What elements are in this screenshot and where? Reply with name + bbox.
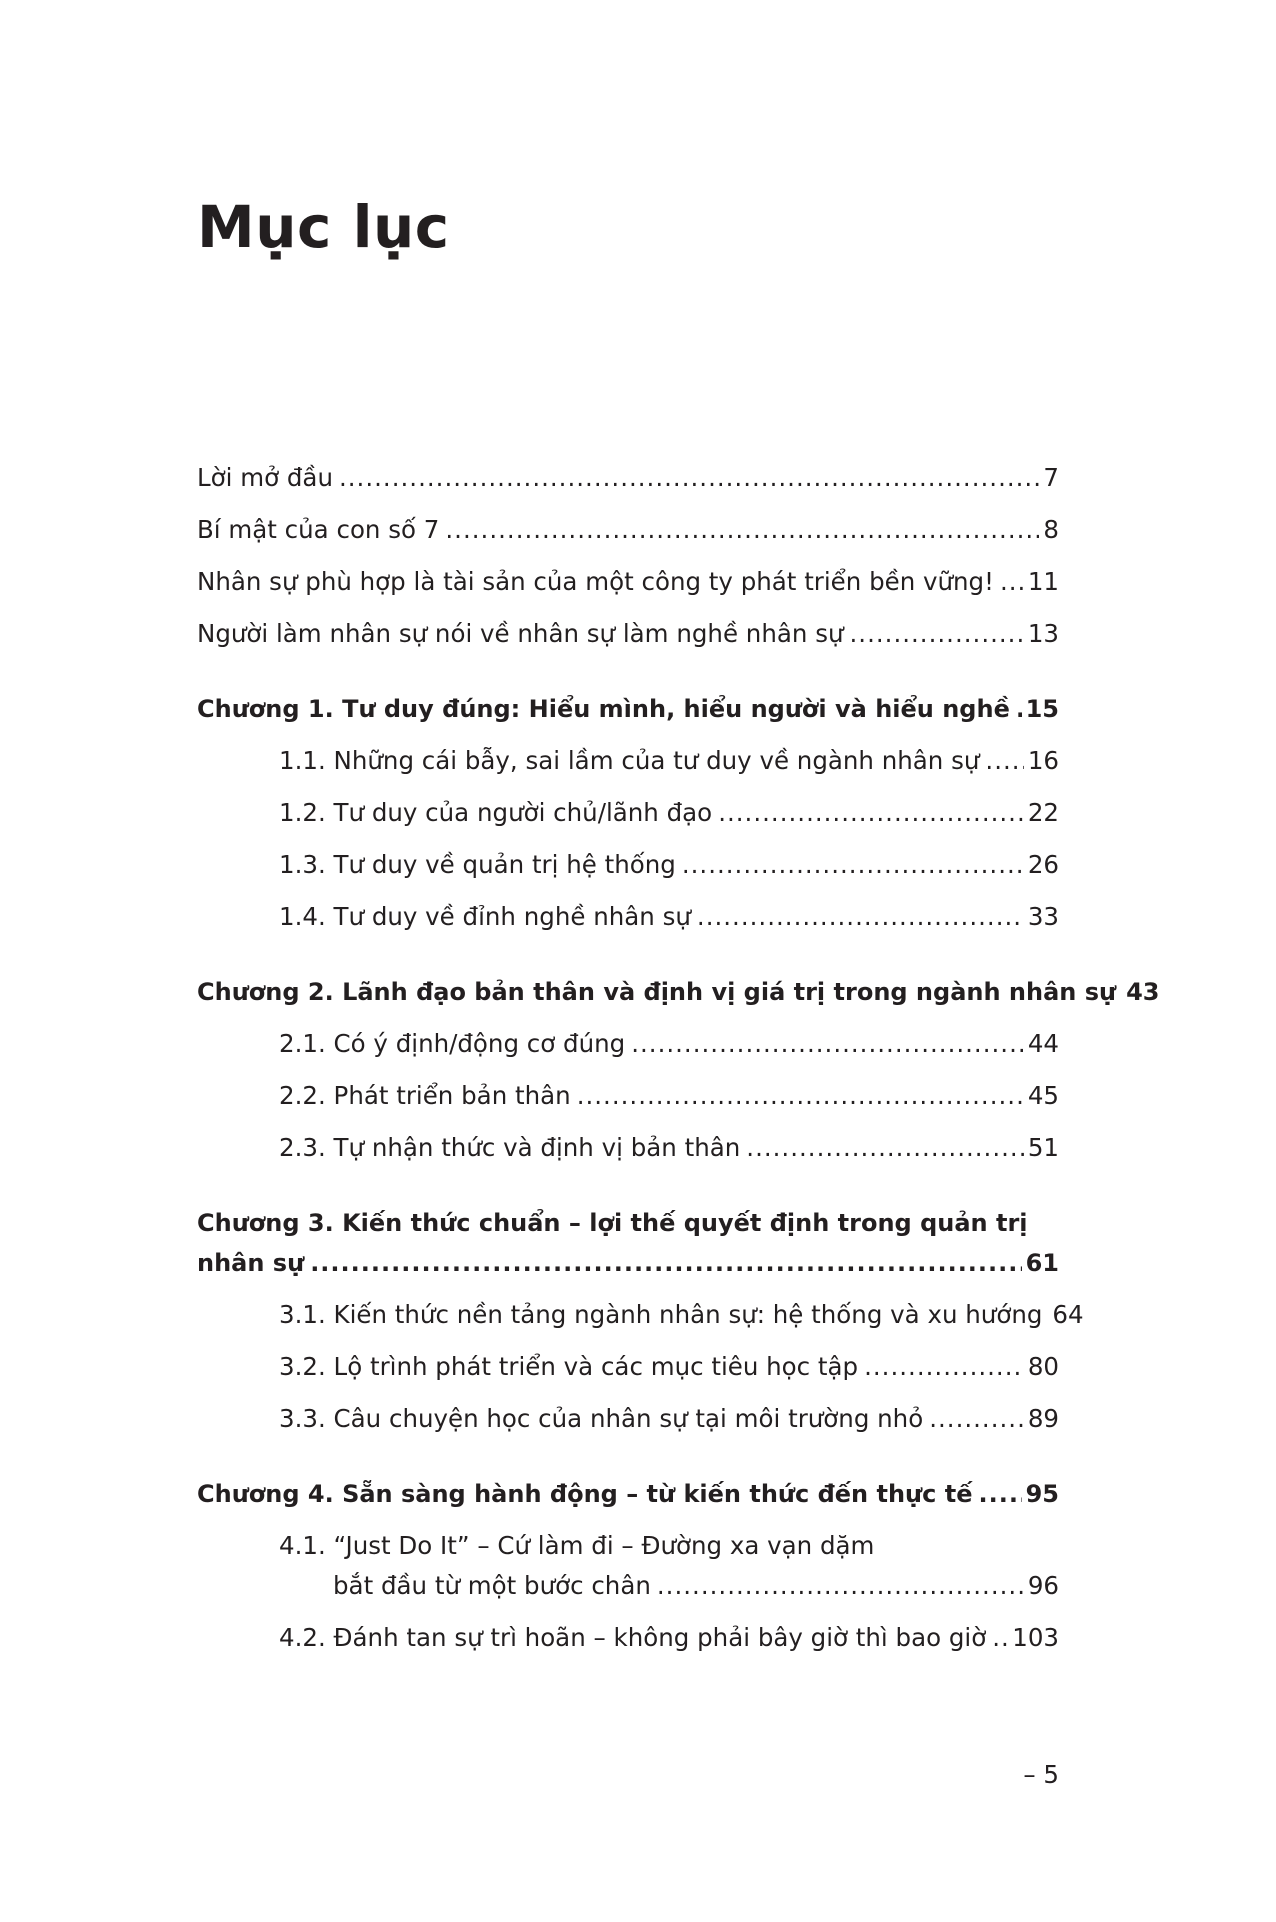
toc-section[interactable] (197, 839, 1059, 891)
toc-section-label: 3.2. Lộ trình phát triển và các mục tiêu học tập (279, 1352, 859, 1381)
dot-leader (339, 452, 1039, 504)
toc-section[interactable] (197, 1122, 1059, 1174)
toc-section[interactable] (197, 1018, 1059, 1070)
dot-leader (850, 608, 1024, 660)
toc-page-number: 64 (1052, 1300, 1084, 1329)
toc-chapter-label: Chương 1. Tư duy đúng: Hiểu mình, hiểu người và hiểu nghề (197, 695, 1010, 723)
toc-entry-front-matter[interactable] (197, 556, 1059, 608)
toc-section-continuation (197, 1560, 1059, 1612)
toc-section[interactable] (197, 1341, 1059, 1393)
toc-entry-label: Lời mở đầu (197, 463, 333, 492)
dot-leader (682, 839, 1024, 891)
toc-chapter-3[interactable] (197, 1197, 1059, 1289)
toc-page-number: 26 (1027, 850, 1059, 879)
toc-page-number: 7 (1043, 463, 1059, 492)
toc-section-label: 1.3. Tư duy về quản trị hệ thống (279, 850, 676, 879)
dot-leader (985, 735, 1023, 787)
table-of-contents (197, 452, 1160, 1664)
toc-section-label: 1.2. Tư duy của người chủ/lãnh đạo (279, 798, 713, 827)
dot-leader (992, 1612, 1008, 1664)
toc-page-number: 16 (1027, 746, 1059, 775)
toc-page-number: 15 (1025, 695, 1059, 723)
toc-section[interactable] (197, 735, 1059, 787)
dot-leader (310, 1237, 1021, 1289)
dot-leader (577, 1070, 1024, 1122)
toc-page-number: 61 (1025, 1249, 1059, 1277)
toc-section-label: 2.3. Tự nhận thức và định vị bản thân (279, 1133, 741, 1162)
toc-page-number: 11 (1027, 567, 1059, 596)
toc-section[interactable] (197, 891, 1059, 943)
toc-section-label: 3.1. Kiến thức nền tảng ngành nhân sự: hệ thống và xu hướng (279, 1300, 1043, 1329)
dot-leader (1000, 556, 1024, 608)
page-title: Mục lục (197, 193, 450, 261)
toc-chapter-label: Chương 2. Lãnh đạo bản thân và định vị giá trị trong ngành nhân sự (197, 978, 1117, 1006)
toc-page-number: 33 (1027, 902, 1059, 931)
toc-section-label-continued: bắt đầu từ một bước chân (333, 1571, 651, 1600)
toc-section-label: 1.1. Những cái bẫy, sai lầm của tư duy về ngành nhân sự (279, 746, 980, 775)
toc-page-number: 80 (1027, 1352, 1059, 1381)
dot-leader (445, 504, 1039, 556)
dot-leader (657, 1560, 1024, 1612)
dot-leader (697, 891, 1024, 943)
toc-section[interactable] (197, 1612, 1059, 1664)
toc-chapter-4[interactable] (197, 1468, 1059, 1520)
dot-leader (631, 1018, 1024, 1070)
toc-entry-front-matter[interactable] (197, 504, 1059, 556)
dot-leader (746, 1122, 1024, 1174)
toc-section-label: 4.2. Đánh tan sự trì hoãn – không phải bây giờ thì bao giờ (279, 1623, 987, 1652)
toc-chapter-label-continued: nhân sự (197, 1249, 305, 1277)
dot-leader (718, 787, 1024, 839)
toc-page-number: 22 (1027, 798, 1059, 827)
toc-page-number: 51 (1027, 1133, 1059, 1162)
toc-section[interactable] (197, 787, 1059, 839)
page-folio: – 5 (1023, 1760, 1059, 1789)
toc-section[interactable] (197, 1070, 1059, 1122)
toc-chapter-2[interactable] (197, 966, 1160, 1018)
toc-section-label: 2.2. Phát triển bản thân (279, 1081, 571, 1110)
toc-page-number: 96 (1027, 1571, 1059, 1600)
toc-section-label: 4.1. “Just Do It” – Cứ làm đi – Đường xa vạn dặm (279, 1531, 875, 1560)
dot-leader (1016, 683, 1022, 735)
toc-section-label: 3.3. Câu chuyện học của nhân sự tại môi trường nhỏ (279, 1404, 924, 1433)
toc-chapter-continuation (197, 1237, 1059, 1289)
toc-section[interactable] (197, 1393, 1059, 1445)
dot-leader (978, 1468, 1021, 1520)
toc-page-number: 89 (1027, 1404, 1059, 1433)
toc-page-number: 45 (1027, 1081, 1059, 1110)
toc-chapter-1[interactable] (197, 683, 1059, 735)
toc-page-number: 43 (1126, 978, 1160, 1006)
toc-chapter-label: Chương 3. Kiến thức chuẩn – lợi thế quyết định trong quản trị (197, 1209, 1028, 1237)
toc-entry-label: Người làm nhân sự nói về nhân sự làm nghề nhân sự (197, 619, 844, 648)
toc-page-number: 103 (1012, 1623, 1059, 1652)
toc-page-number: 95 (1025, 1480, 1059, 1508)
toc-entry-label: Nhân sự phù hợp là tài sản của một công ty phát triển bền vững! (197, 567, 994, 596)
toc-section[interactable] (197, 1289, 1084, 1341)
toc-entry-front-matter[interactable] (197, 608, 1059, 660)
toc-page-number: 44 (1027, 1029, 1059, 1058)
dot-leader (864, 1341, 1024, 1393)
toc-entry-label: Bí mật của con số 7 (197, 515, 440, 544)
dot-leader (929, 1393, 1024, 1445)
toc-page-number: 8 (1043, 515, 1059, 544)
toc-section-label: 1.4. Tư duy về đỉnh nghề nhân sự (279, 902, 691, 931)
toc-page-number: 13 (1027, 619, 1059, 648)
toc-chapter-label: Chương 4. Sẵn sàng hành động – từ kiến thức đến thực tế (197, 1480, 973, 1508)
toc-section-label: 2.1. Có ý định/động cơ đúng (279, 1029, 626, 1058)
toc-section[interactable] (197, 1520, 1059, 1612)
toc-entry-front-matter[interactable] (197, 452, 1059, 504)
